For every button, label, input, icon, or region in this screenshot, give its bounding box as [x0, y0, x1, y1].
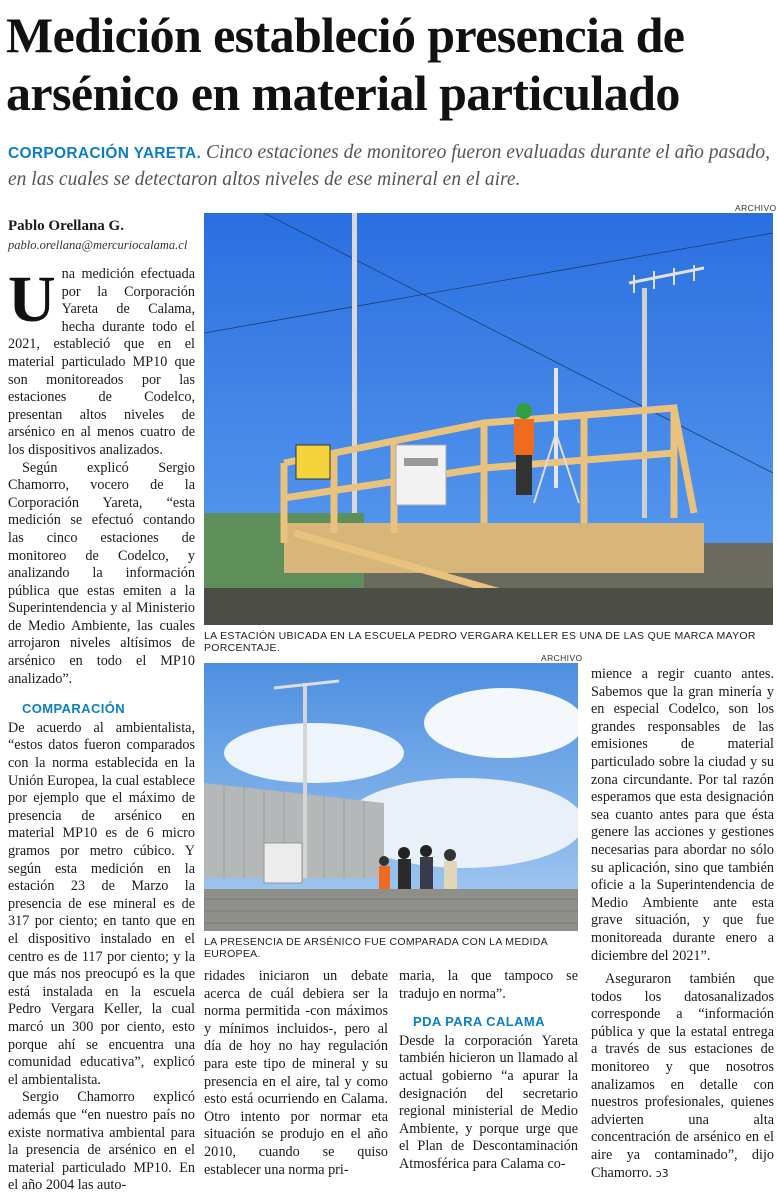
paragraph: na medición efectuada por la Corporación Yareta de Calama, hecha durante todo el 2021, estableció que en el material particulado MP10 que son monitoreados por las estaciones de Codelco, presentan altos niveles de arsénico en al menos cuatro de los dispositivos analizados. — [8, 266, 195, 458]
body-column-2 — [204, 968, 388, 1179]
dropcap: U — [8, 263, 56, 336]
paragraph: ridades iniciaron un debate acerca de cuál debiera ser la norma permitida -con máximos y mínimos incluidos-, pero al día de hoy no hay regulación para este tipo de mineral y su presencia en el aire, tal y como esto está ocurriendo en Calama. Otro intento por normar eta situación se produjo en el año 2010, cuando se quiso establecer una norma pri- — [204, 968, 388, 1178]
byline-author: Pablo Orellana G. — [8, 218, 124, 234]
headline: Medición estableció presencia de arsénico en material particulado — [6, 7, 685, 121]
photo-monitoring-station — [204, 213, 773, 625]
paragraph: De acuerdo al ambientalista, “estos datos fueron comparados con la norma establecida en la Unión Europea, la cual establece por ejemplo que el máximo de presencia de arsénico en material MP10 es de 6 micro gramos por metro cúbico. Y según esta medición en la estación 23 de Marzo la presencia de ese mineral es de 317 por ciento; en tanto que en el dispositivo instalado en el centro es de 117 por ciento; y la que más nos preocupó es la que está instalada en la escuela Pedro Vergara Keller, la cual marcó un 300 por ciento, esto porque ahí se encuentra una comunidad educativa”, explicó el ambientalista. — [8, 719, 195, 1088]
byline-email[interactable]: pablo.orellana@mercuriocalama.cl — [8, 238, 188, 252]
paragraph — [591, 971, 774, 1182]
section-subhead: COMPARACIÓN — [22, 701, 126, 717]
photo-caption: LA ESTACIÓN UBICADA EN LA ESCUELA PEDRO VERGARA KELLER ES UNA DE LAS QUE MARCA MAYOR PORCENTAJE. — [204, 630, 756, 654]
lead-kicker: CORPORACIÓN YARETA. — [8, 145, 202, 162]
photo-credit: ARCHIVO — [735, 203, 777, 213]
photo-credit: ARCHIVO — [541, 653, 583, 663]
body-column-1 — [8, 263, 195, 1195]
paragraph-text: Aseguraron también que todos los datosanalizados corresponde a “información pública y que la estatal entrega a través de sus estaciones de monitoreo y que nosotros analizamos en detalle con nuestros profesionales, quienes advierten una alta concentración de arsénico en el aire ya contaminado”, dijo Chamorro. — [591, 971, 774, 1181]
body-column-4 — [591, 666, 774, 1182]
body-column-3 — [399, 968, 578, 1174]
photo-caption: LA PRESENCIA DE ARSÉNICO FUE COMPARADA CON LA MEDIDA EUROPEA. — [204, 936, 548, 960]
paragraph: Según explicó Sergio Chamorro, vocero de la Corporación Yareta, “esta medición se efectuó contando las cinco estaciones de monitoreo de Codelco, y analizando la información pública que estas emiten a la Superintendencia y al Ministerio de Medio Ambiente, las cuales arrojaron niveles altísimos de arsénico en todo el MP10 analizado”. — [8, 459, 195, 687]
photo-rooftop-station — [204, 663, 578, 931]
paragraph: maria, la que tampoco se tradujo en norma”. — [399, 968, 578, 1002]
section-subhead: PDA PARA CALAMA — [413, 1014, 545, 1030]
lead-text: Cinco estaciones de monitoreo fueron evaluadas durante el año pasado, en las cuales se detectaron altos niveles de ese mineral en el aire. — [8, 142, 771, 190]
end-mark: ↄ3 — [655, 1166, 669, 1180]
paragraph: Desde la corporación Yareta también hicieron un llamado al actual gobierno “a apurar la designación del secretario regional ministerial de Medio Ambiente, y porque urge que el Plan de Descontaminación Atmosférica para Calama co- — [399, 1032, 578, 1172]
lead-paragraph — [8, 140, 774, 193]
paragraph: Sergio Chamorro explicó además que “en nuestro país no existe normativa ambiental para la presencia de arsénico en el material particulado MP10. En el año 2004 las auto- — [8, 1089, 195, 1194]
paragraph: mience a regir cuanto antes. Sabemos que la gran minería y en especial Codelco, son los grandes responsables de las emisiones de material particulado sobre la ciudad y su zona circundante. Por tal razón esperamos que esta designación sea cuanto antes para que ésta genere las acciones y gestiones necesarias para abordar no sólo su aplicación, sino que también oficie a la Superintendencia de Medio Ambiente ante esta grave situación, y que fue monitoreada durante enero a diciembre del 2021”. — [591, 666, 774, 964]
